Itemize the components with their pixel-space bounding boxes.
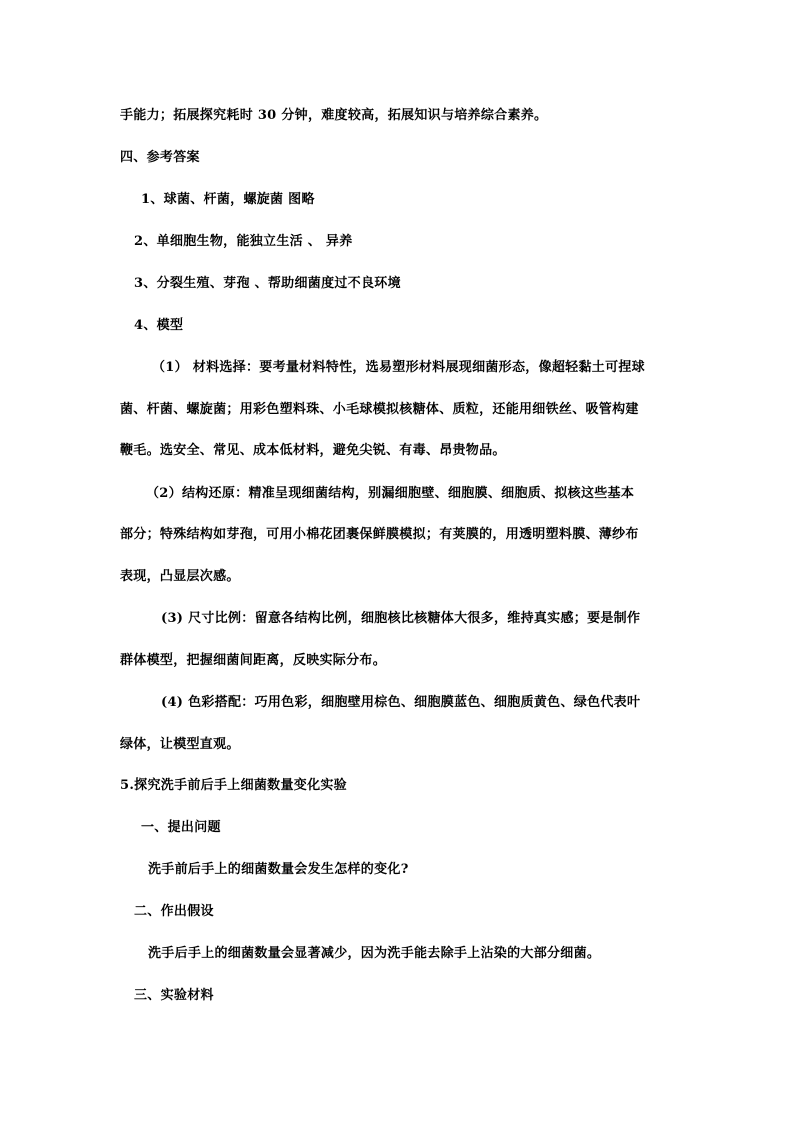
model-color-paragraph: (4) 色彩搭配：巧用色彩，细胞壁用棕色、细胞膜蓝色、细胞质黄色、绿色代表叶 [161,695,641,710]
section-heading-answers: 四、参考答案 [120,150,200,165]
paragraph-line: 菌、杆菌、螺旋菌；用彩色塑料珠、小毛球模拟核糖体、质粒，还能用细铁丝、吸管构建 [120,402,639,417]
subheading-materials: 三、实验材料 [134,988,214,1003]
section-heading-experiment: 5.探究洗手前后手上细菌数量变化实验 [120,778,347,793]
hypothesis-text: 洗手后手上的细菌数量会显著减少，因为洗手能去除手上沾染的大部分细菌。 [148,946,601,961]
question-text: 洗手前后手上的细菌数量会发生怎样的变化? [148,862,409,877]
paragraph-line: 部分；特殊结构如芽孢，可用小棉花团裹保鲜膜模拟；有荚膜的，用透明塑料膜、薄纱布 [120,527,639,542]
subheading-hypothesis: 二、作出假设 [134,904,214,919]
paragraph-line: 手能力；拓展探究耗时 30 分钟，难度较高，拓展知识与培养综合素养。 [120,108,548,123]
paragraph-line: 鞭毛。选安全、常见、成本低材料，避免尖锐、有毒、昂贵物品。 [120,443,506,458]
answer-item-4: 4、模型 [134,318,184,333]
model-scale-paragraph: (3) 尺寸比例：留意各结构比例，细胞核比核糖体大很多，维持真实感；要是制作 [161,611,641,626]
model-structure-paragraph: （2）结构还原：精准呈现细菌结构，别漏细胞壁、细胞膜、细胞质、拟核这些基本 [146,486,635,501]
answer-item-3: 3、分裂生殖、芽孢 、帮助细菌度过不良环境 [134,276,401,291]
paragraph-line: 绿体，让模型直观。 [120,737,240,752]
subheading-question: 一、提出问题 [141,820,221,835]
answer-item-1: 1、球菌、杆菌，螺旋菌 图略 [141,192,315,207]
model-material-paragraph: （1） 材料选择：要考量材料特性，选易塑形材料展现细菌形态，像超轻黏土可捏球 [152,360,645,375]
answer-item-2: 2、单细胞生物，能独立生活 、 异养 [134,234,353,249]
paragraph-line: 群体模型，把握细菌间距离，反映实际分布。 [120,653,387,668]
paragraph-line: 表现，凸显层次感。 [120,569,240,584]
